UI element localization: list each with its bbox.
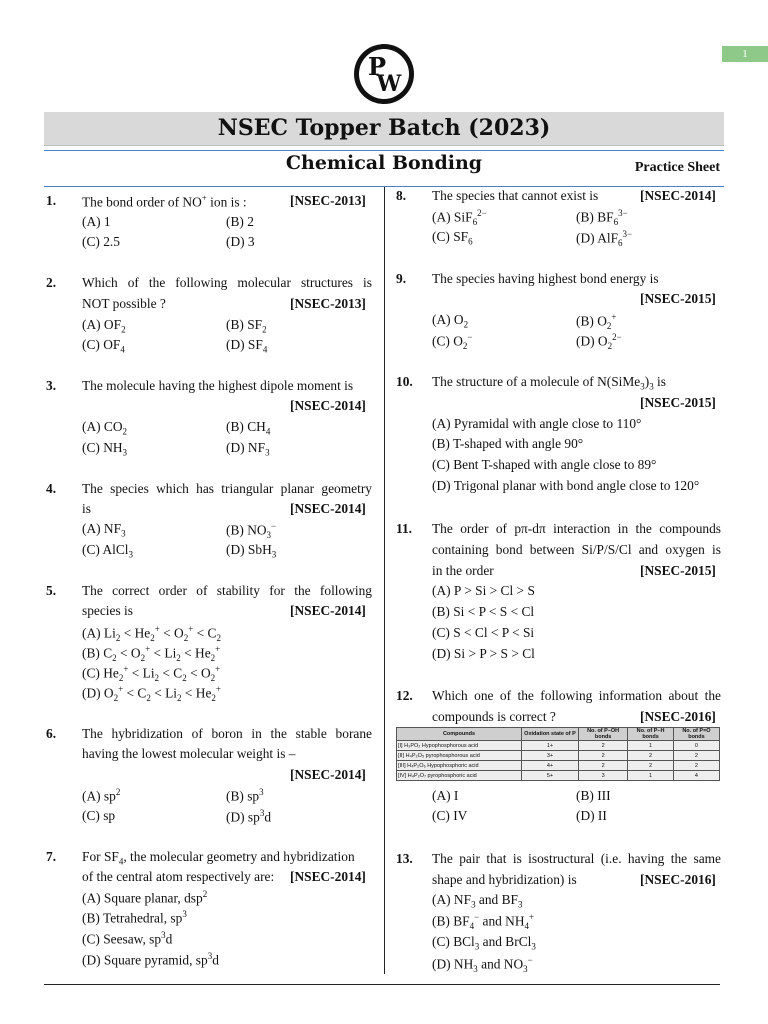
option-b: (B) Si < P < S < Cl — [432, 604, 535, 619]
option-c: (C) $OF_4$ — [82, 337, 125, 355]
option-c: (C) Bent T-shaped with angle close to 89° — [432, 457, 657, 472]
question-text: Which of the following molecular structures is — [82, 275, 372, 290]
table-row — [397, 771, 720, 781]
header-divider — [44, 150, 724, 151]
table-header: Compounds — [397, 728, 522, 741]
question-text: NOT possible ? — [82, 296, 166, 311]
option-a: (A) $CO_2$ — [82, 419, 128, 437]
question-text: Which one of the following information about the — [432, 688, 721, 703]
question-number: 3. — [46, 378, 57, 393]
option-d: (D) Si > P > S > Cl — [432, 646, 535, 661]
question-text: of the central atom respectively are: — [82, 869, 275, 884]
table-cell: [IV] H₄P₂O₇ pyrophosphoric acid — [397, 771, 522, 781]
option-c: (C) Seesaw, $sp^3d$ — [82, 930, 173, 947]
question-tag: [NSEC-2014] — [290, 501, 366, 516]
page-number: 1 — [722, 46, 768, 62]
question-text: containing bond between Si/P/S/Cl and oxygen is — [432, 542, 721, 557]
option-a: (A) P > Si > Cl > S — [432, 583, 535, 598]
footer-divider — [44, 984, 720, 985]
question-text: The species having highest bond energy is — [432, 271, 659, 286]
question-tag: [NSEC-2016] — [640, 709, 716, 724]
option-b: (B) T-shaped with angle 90° — [432, 436, 584, 451]
option-a: (A) SiF$_6^{2-}$ — [432, 208, 487, 228]
table-cell: 2 — [628, 751, 674, 761]
option-a: (A) Square planar, dsp$^2$ — [82, 889, 208, 906]
question-text: The bond order of NO+ ion is : — [82, 193, 247, 210]
option-d: (D) II — [576, 808, 607, 823]
table-row — [397, 751, 720, 761]
question-number: 8. — [396, 188, 407, 203]
option-b: (B) $BF_6^{3-}$ — [576, 208, 628, 228]
table-cell: 3 — [579, 771, 628, 781]
option-d: (D) Square pyramid, $sp^3d$ — [82, 951, 219, 968]
question-tag: [NSEC-2014] — [290, 869, 366, 884]
question-text: The species which has triangular planar geometry — [82, 481, 372, 496]
table-cell: 2 — [579, 761, 628, 771]
question-number: 10. — [396, 374, 413, 389]
table-cell: 1 — [628, 771, 674, 781]
question-tag: [NSEC-2015] — [640, 395, 716, 410]
table-header: No. of P=O bonds — [673, 728, 719, 741]
table-cell: 4 — [673, 771, 719, 781]
question-text: The species that cannot exist is — [432, 188, 599, 203]
table-cell: 2 — [579, 751, 628, 761]
option-b: (B) III — [576, 788, 611, 803]
option-b: (B) $sp^3$ — [226, 787, 264, 804]
question-number: 4. — [46, 481, 57, 496]
option-a: (A) $NF_3$ and $BF_3$ — [432, 892, 523, 910]
question-text: The molecule having the highest dipole moment is — [82, 378, 354, 393]
option-a: (A) 1 — [82, 214, 111, 229]
option-a: (A) $OF_2$ — [82, 317, 126, 335]
option-d: (D) SbH$_3$ — [226, 542, 277, 560]
question-text: The order of pπ-dπ interaction in the compounds — [432, 521, 721, 536]
table-cell: 1+ — [522, 741, 579, 751]
question-tag: [NSEC-2013] — [290, 296, 366, 311]
option-a: (A) $O_2$ — [432, 312, 469, 330]
option-a: (A) I — [432, 788, 459, 803]
table-header: Oxidation state of P — [522, 728, 579, 741]
option-d: (D) AlF$_6^{3-}$ — [576, 229, 633, 249]
table-cell: 2 — [628, 761, 674, 771]
question-text: shape and hybridization) is — [432, 872, 577, 887]
question-text: The structure of a molecule of $N(SiMe_3)_3$ is — [432, 374, 666, 392]
pw-logo — [353, 43, 415, 105]
option-c: (C) 2.5 — [82, 234, 120, 249]
table-cell: 3+ — [522, 751, 579, 761]
option-a: (A) $sp^2$ — [82, 787, 121, 804]
question-tag: [NSEC-2015] — [640, 291, 716, 306]
question-text: For $SF_4$, the molecular geometry and hybridization — [82, 849, 355, 867]
table-header: No. of P–OH bonds — [579, 728, 628, 741]
table-cell: [I] H₃PO₂ Hypophosphorous acid — [397, 741, 522, 751]
table-cell: 2 — [673, 751, 719, 761]
question-number: 12. — [396, 688, 413, 703]
question-tag: [NSEC-2014] — [290, 603, 366, 618]
question-number: 11. — [396, 521, 412, 536]
option-d: (D) $sp^3d$ — [226, 808, 272, 825]
option-b: (B) 2 — [226, 214, 254, 229]
table-cell: [II] H₄P₂O₅ pyrophosphorous acid — [397, 751, 522, 761]
option-d: (D) $O_2^{2-}$ — [576, 332, 622, 352]
question-tag: [NSEC-2013] — [290, 193, 366, 208]
question-text: having the lowest molecular weight is – — [82, 746, 296, 761]
question-number: 13. — [396, 851, 413, 866]
option-c: (C) AlCl$_3$ — [82, 542, 134, 560]
table-header: No. of P–H bonds — [628, 728, 674, 741]
svg-text:P: P — [367, 52, 387, 81]
table-row — [397, 761, 720, 771]
question-number: 1. — [46, 193, 57, 208]
question-tag: [NSEC-2015] — [640, 563, 716, 578]
option-b: (B) $CH_4$ — [226, 419, 271, 437]
option-b: (B) $BF_4^-$ and $NH_4^+$ — [432, 912, 535, 932]
option-b: (B) $O_2^+$ — [576, 312, 617, 332]
question-text: in the order — [432, 563, 494, 578]
option-d: (D) $NH_3$ and $NO_3^-$ — [432, 955, 533, 975]
option-a: (A) Pyramidal with angle close to 110° — [432, 416, 642, 431]
question-text: The pair that is isostructural (i.e. having the same — [432, 851, 721, 866]
option-d: (D) 3 — [226, 234, 255, 249]
option-c: (C) IV — [432, 808, 468, 823]
question-text: The correct order of stability for the following — [82, 583, 372, 598]
question-tag: [NSEC-2014] — [290, 398, 366, 413]
question-text: The hybridization of boron in the stable borane — [82, 726, 372, 741]
practice-sheet-label: Practice Sheet — [634, 160, 720, 175]
option-b: (B) Tetrahedral, $sp^3$ — [82, 909, 187, 926]
option-d: (D) $NF_3$ — [226, 440, 270, 458]
table-row — [397, 741, 720, 751]
option-c: (C) $NH_3$ — [82, 440, 128, 458]
option-d: (D) $O_2^+ < C_2 < Li_2 < He_2^+$ — [82, 684, 221, 704]
option-b: (B) $C_2 < O_2^+ < Li_2 < He_2^+$ — [82, 644, 221, 664]
question-number: 7. — [46, 849, 57, 864]
question-number: 2. — [46, 275, 57, 290]
option-c: (C) $He_2^+ < Li_2 < C_2 < O_2^+$ — [82, 664, 221, 684]
compounds-table — [396, 727, 720, 781]
option-a: (A) $NF_3$ — [82, 521, 126, 539]
question-number: 6. — [46, 726, 57, 741]
table-cell: 0 — [673, 741, 719, 751]
table-cell: 2 — [673, 761, 719, 771]
table-cell: 5+ — [522, 771, 579, 781]
page-title: NSEC Topper Batch (2023) — [217, 115, 551, 141]
question-number: 9. — [396, 271, 407, 286]
question-tag: [NSEC-2014] — [640, 188, 716, 203]
option-d: (D) Trigonal planar with bond angle close to 120° — [432, 478, 700, 493]
question-number: 5. — [46, 583, 57, 598]
option-b: (B) $NO_3^-$ — [226, 521, 277, 541]
table-cell: [III] H₄P₂O₆ Hypophosphoric acid — [397, 761, 522, 771]
question-text: compounds is correct ? — [432, 709, 556, 724]
chapter-title: Chemical Bonding — [285, 152, 483, 174]
option-c: (C) sp — [82, 808, 116, 823]
question-tag: [NSEC-2016] — [640, 872, 716, 887]
question-text: is — [82, 501, 91, 516]
table-cell: 2 — [579, 741, 628, 751]
option-c: (C) $O_2^-$ — [432, 332, 473, 352]
option-c: (C) S < Cl < P < Si — [432, 625, 535, 640]
option-a: (A) $Li_2 < He_2^+ < O_2^+ < C_2$ — [82, 624, 221, 644]
option-c: (C) $SF_6$ — [432, 229, 473, 247]
option-d: (D) $SF_4$ — [226, 337, 268, 355]
option-c: (C) BCl$_3$ and BrCl$_3$ — [432, 934, 536, 952]
question-tag: [NSEC-2014] — [290, 767, 366, 782]
column-divider — [384, 187, 385, 974]
table-cell: 1 — [628, 741, 674, 751]
option-b: (B) $SF_2$ — [226, 317, 267, 335]
question-text: species is — [82, 603, 133, 618]
table-cell: 4+ — [522, 761, 579, 771]
svg-text:W: W — [376, 71, 402, 97]
